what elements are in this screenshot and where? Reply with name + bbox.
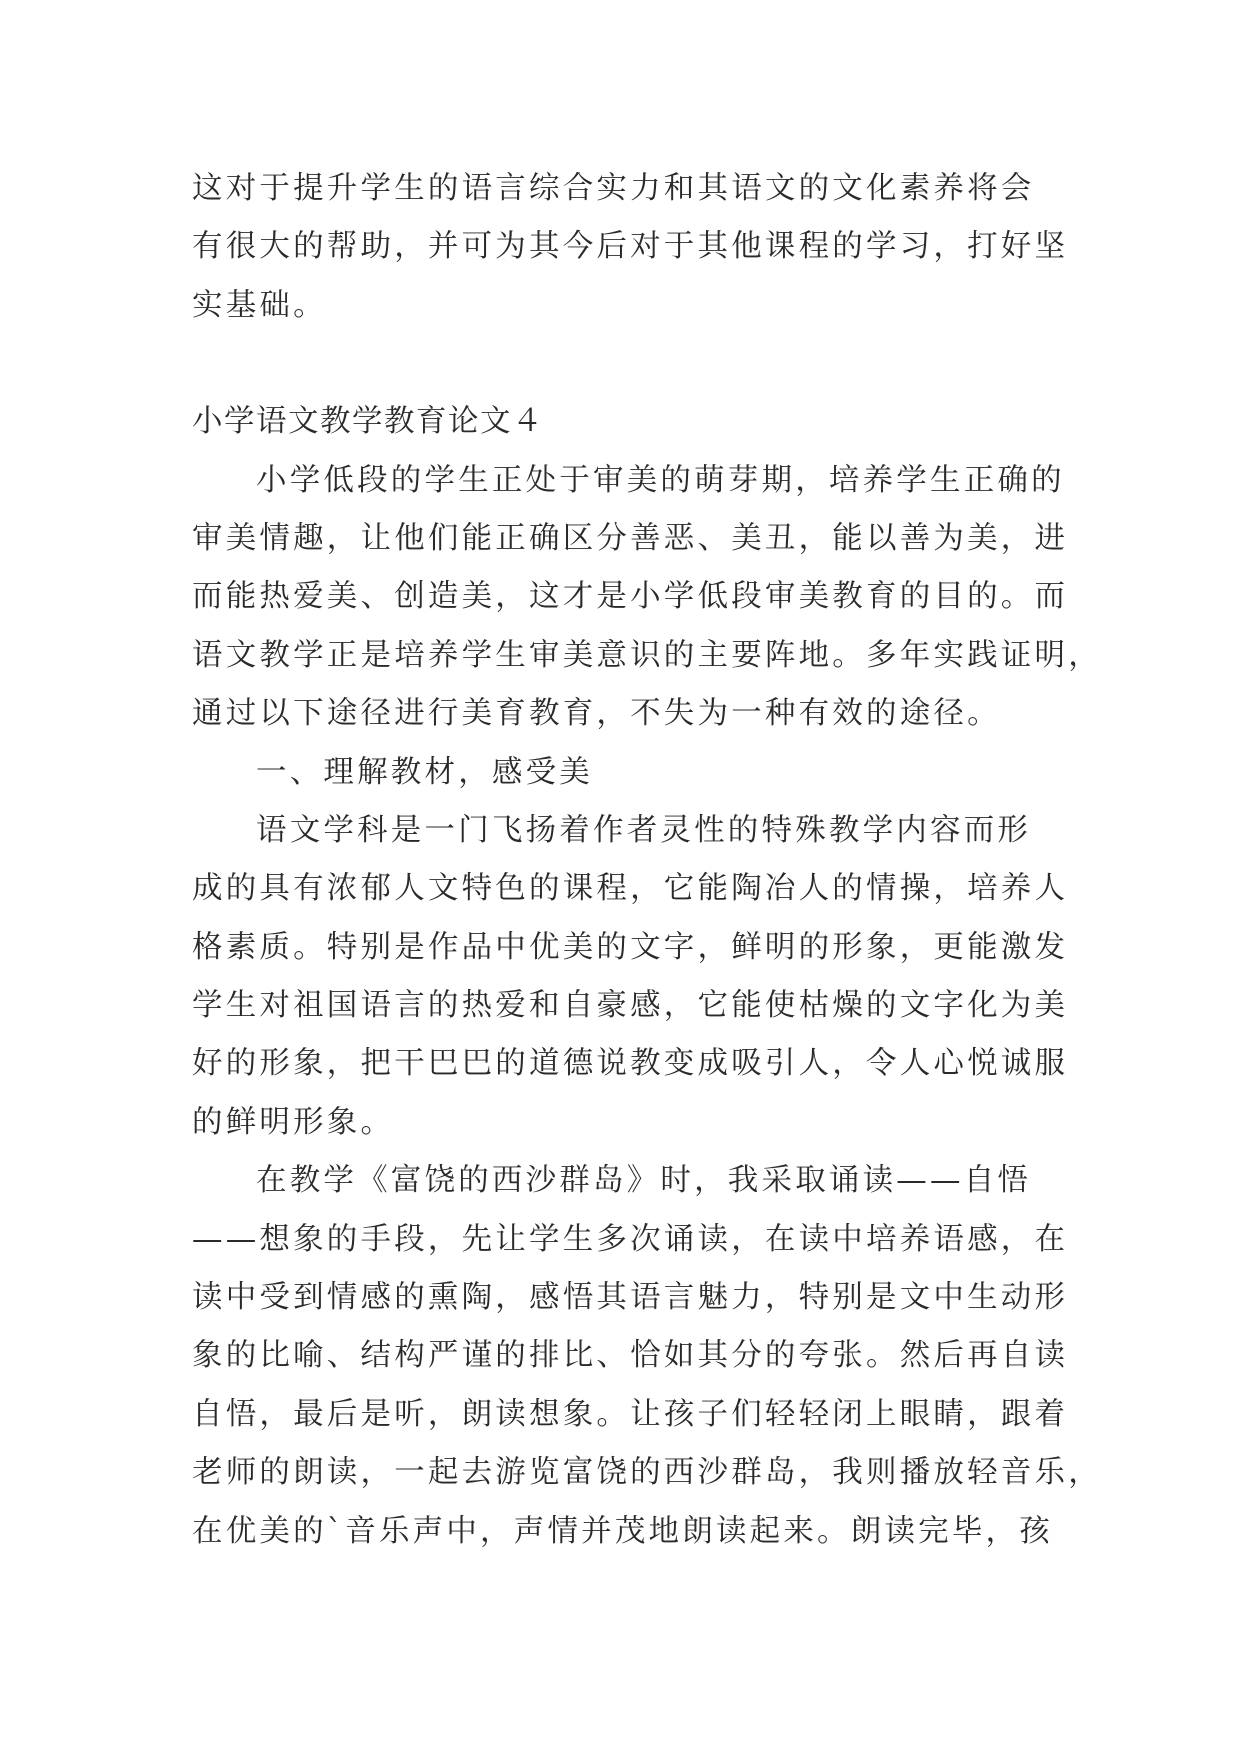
text-line: 老师的朗读，一起去游览富饶的西沙群岛，我则播放轻音乐， bbox=[192, 1455, 1102, 1491]
text-line: 有很大的帮助，并可为其今后对于其他课程的学习，打好坚 bbox=[192, 229, 1069, 265]
section-title: 小学语文教学教育论文４ bbox=[192, 404, 544, 440]
text-line: ——想象的手段，先让学生多次诵读，在读中培养语感，在 bbox=[192, 1221, 1069, 1257]
text-line: 通过以下途径进行美育教育，不失为一种有效的途径。 bbox=[192, 696, 1001, 732]
text-line: 语文教学正是培养学生审美意识的主要阵地。多年实践证明， bbox=[192, 637, 1102, 673]
text-line: 语文学科是一门飞扬着作者灵性的特殊教学内容而形 bbox=[256, 812, 1032, 848]
subheading: 一、理解教材，感受美 bbox=[256, 754, 593, 790]
text-line: 在教学《富饶的西沙群岛》时，我采取诵读——自悟 bbox=[256, 1163, 1032, 1199]
text-line: 学生对祖国语言的热爱和自豪感，它能使枯燥的文字化为美 bbox=[192, 988, 1069, 1024]
text-line: 审美情趣，让他们能正确区分善恶、美丑，能以善为美，进 bbox=[192, 520, 1069, 556]
text-line: 这对于提升学生的语言综合实力和其语文的文化素养将会 bbox=[192, 171, 1035, 206]
text-line: 而能热爱美、创造美，这才是小学低段审美教育的目的。而 bbox=[192, 579, 1069, 615]
text-line: 在优美的`音乐声中，声情并茂地朗读起来。朗读完毕，孩 bbox=[192, 1513, 1053, 1549]
text-line: 的鲜明形象。 bbox=[192, 1104, 395, 1140]
text-line: 格素质。特别是作品中优美的文字，鲜明的形象，更能激发 bbox=[192, 929, 1069, 965]
text-line: 读中受到情感的熏陶，感悟其语言魅力，特别是文中生动形 bbox=[192, 1280, 1069, 1316]
text-line: 小学低段的学生正处于审美的萌芽期，培养学生正确的 bbox=[256, 462, 1065, 498]
text-line: 好的形象，把干巴巴的道德说教变成吸引人，令人心悦诚服 bbox=[192, 1046, 1069, 1082]
text-line: 自悟，最后是听，朗读想象。让孩子们轻轻闭上眼睛，跟着 bbox=[192, 1396, 1069, 1432]
paragraph-gap bbox=[192, 335, 1050, 393]
text-line: 实基础。 bbox=[192, 287, 327, 323]
text-line: 成的具有浓郁人文特色的课程，它能陶冶人的情操，培养人 bbox=[192, 871, 1069, 907]
text-line: 象的比喻、结构严谨的排比、恰如其分的夸张。然后再自读 bbox=[192, 1338, 1069, 1374]
document-body bbox=[192, 160, 1102, 1561]
